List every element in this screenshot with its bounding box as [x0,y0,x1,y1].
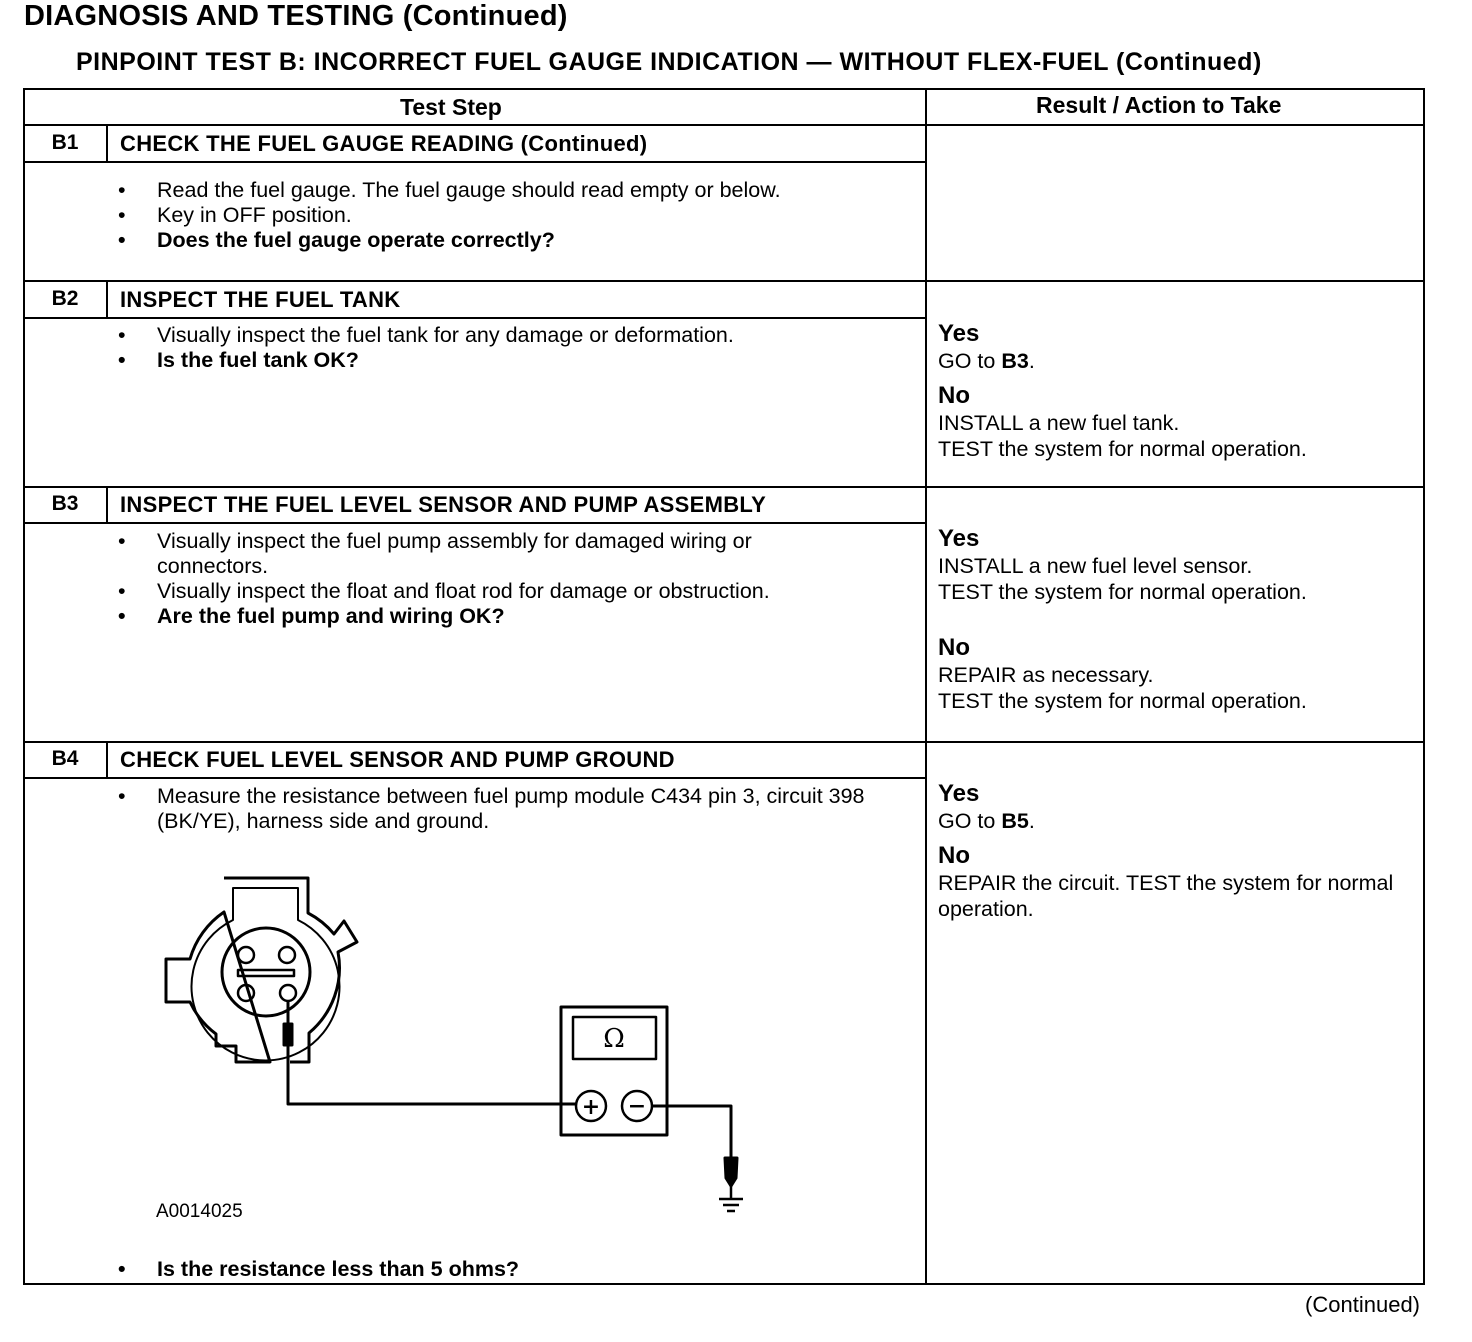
probe-wire-negative [652,1106,731,1158]
step-b4-question-list [110,1257,890,1282]
step-b1-question: • Does the fuel gauge operate correctly? [110,228,890,253]
no-label: No [938,842,970,869]
figure-id: A0014025 [156,1201,243,1222]
plus-sign: + [581,1094,601,1120]
step-b3-results [938,525,1408,714]
no-action: REPAIR the circuit. TEST the system for normal operation. [938,871,1394,921]
yes-action: INSTALL a new fuel level sensor. [938,554,1253,578]
pinpoint-test-title: PINPOINT TEST B: INCORRECT FUEL GAUGE INDICATION — WITHOUT FLEX-FUEL (Continued) [76,48,1262,76]
yes-label: Yes [938,525,980,552]
yes-label: Yes [938,320,980,347]
yes-action: GO to B3. [938,349,1035,373]
step-b4-results [938,780,1408,922]
list-item: • Visually inspect the fuel pump assembly for damaged wiring or connectors. [110,529,857,579]
page-title: DIAGNOSIS AND TESTING (Continued) [24,0,568,32]
goto-target: B5 [1001,809,1029,833]
step-title-b2: INSPECT THE FUEL TANK [120,287,401,312]
continued-label: (Continued) [1305,1292,1420,1317]
step-id-b2: B2 [51,287,79,310]
probe-wire-positive [288,1002,576,1104]
no-label: No [938,382,970,409]
list-item: • Key in OFF position. [110,203,890,228]
step-b2-results [938,320,1408,462]
step-id-b3: B3 [51,492,79,515]
step-id-b1: B1 [51,131,79,154]
step-b4-question: • Is the resistance less than 5 ohms? [110,1257,890,1282]
list-item: • Visually inspect the float and float rod for damage or obstruction. [110,579,890,604]
ohm-symbol: Ω [603,1024,625,1054]
goto-target: B3 [1001,349,1029,373]
step-b3-question: • Are the fuel pump and wiring OK? [110,604,890,629]
yes-label: Yes [938,780,980,807]
step-id-b4: B4 [51,747,79,770]
ground-symbol [719,1199,743,1211]
step-title-b3: INSPECT THE FUEL LEVEL SENSOR AND PUMP ASSEMBLY [120,492,767,517]
yes-action: TEST the system for normal operation. [938,580,1307,604]
no-action: REPAIR as necessary. [938,663,1154,687]
no-label: No [938,634,970,661]
step-b2-question: • Is the fuel tank OK? [110,348,890,373]
list-item: • Visually inspect the fuel tank for any damage or deformation. [110,323,890,348]
column-header-result: Result / Action to Take [1036,92,1282,118]
no-action: INSTALL a new fuel tank. [938,411,1180,435]
step-title-b1: CHECK THE FUEL GAUGE READING (Continued) [120,131,648,156]
column-header-test-step: Test Step [400,94,502,120]
no-action: TEST the system for normal operation. [938,689,1307,713]
yes-action: GO to B5. [938,809,1035,833]
step-title-b4: CHECK FUEL LEVEL SENSOR AND PUMP GROUND [120,747,675,772]
list-item: • Measure the resistance between fuel pump module C434 pin 3, circuit 398 (BK/YE), harness side and ground. [110,784,877,834]
no-action: TEST the system for normal operation. [938,437,1307,461]
list-item: • Read the fuel gauge. The fuel gauge should read empty or below. [110,178,837,203]
minus-sign: − [627,1093,647,1119]
